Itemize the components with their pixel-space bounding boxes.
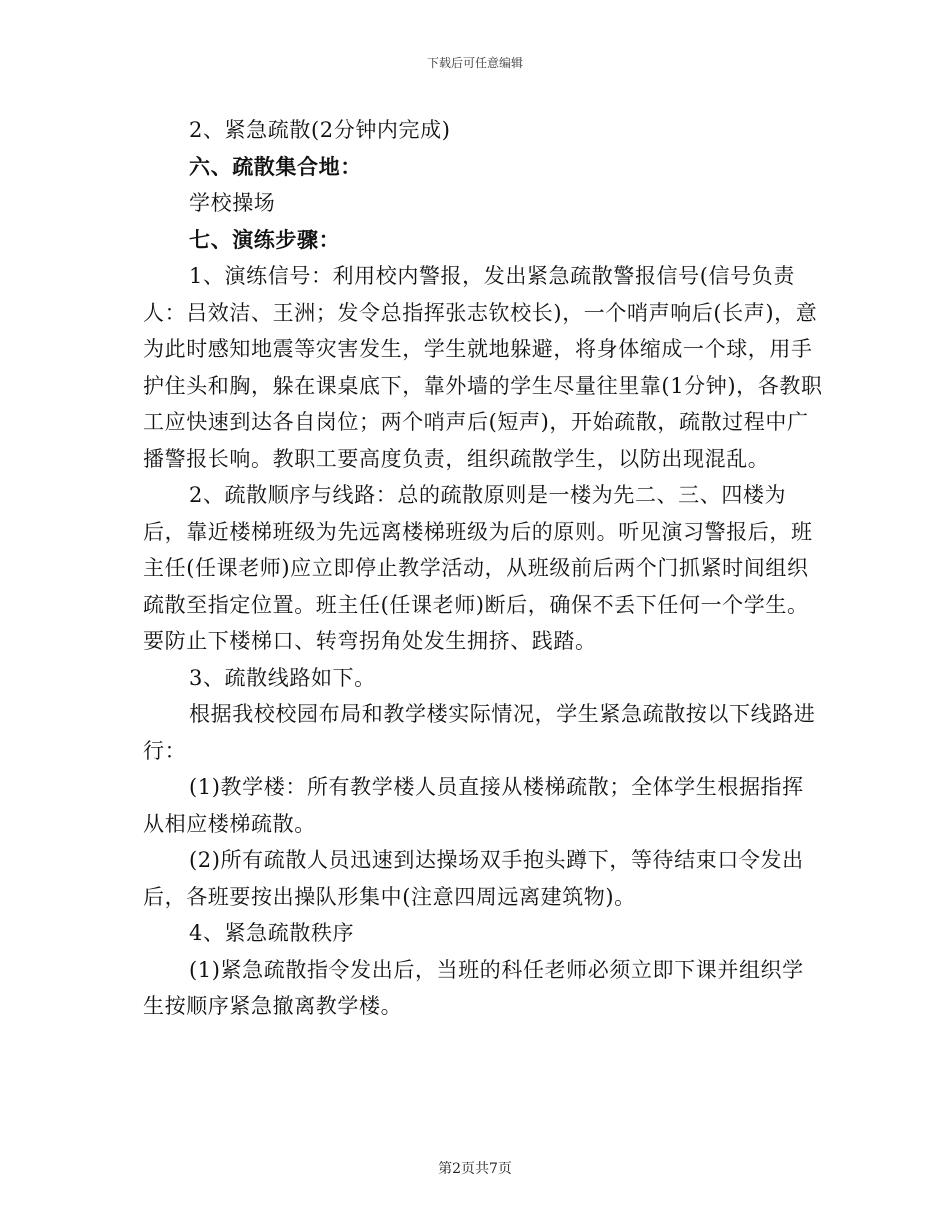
paragraph-discipline-item-1: (1)紧急疏散指令发出后，当班的科任老师必须立即下课并组织学生按顺序紧急撤离教学楼。 — [143, 957, 804, 1018]
page-header: 下载后可任意编辑 — [426, 56, 523, 70]
paragraph-evacuation-time: 2、紧急疏散(2分钟内完成) — [189, 118, 451, 142]
page-footer: 第2页共7页 — [438, 1161, 512, 1177]
paragraph-route-intro: 根据我校校园布局和教学楼实际情况，学生紧急疏散按以下线路进行： — [143, 702, 816, 763]
paragraph-evacuation-order: 2、疏散顺序与线路：总的疏散原则是一楼为先二、三、四楼为后，靠近楼梯班级为先远离楼梯班级为后的原则。听见演习警报后，班主任(任课老师)应立即停止教学活动，从班级前后两个门抓紧时间组织疏散至指定位置。班主任(任课老师)断后，确保不丢下任何一个学生。要防止下楼梯口、转弯拐角处发生拥挤、践踏。 — [143, 483, 813, 653]
paragraph-route-item-2: (2)所有疏散人员迅速到达操场双手抱头蹲下，等待结束口令发出后，各班要按出操队形集中(注意四周远离建筑物)。 — [143, 848, 804, 909]
heading-drill-steps: 七、演练步骤： — [189, 226, 341, 252]
paragraph-assembly-location: 学校操场 — [189, 191, 276, 215]
paragraph-drill-signal: 1、演练信号：利用校内警报，发出紧急疏散警报信号(信号负责人：吕效洁、王洲；发令总指挥张志钦校长)，一个哨声响后(长声)，意为此时感知地震等灾害发生，学生就地躲避，将身体缩成一个球，用手护住头和胸，躲在课桌底下，靠外墙的学生尽量往里靠(1分钟)，各教职工应快速到达各自岗位；两个哨声后(短声)，开始疏散，疏散过程中广播警报长响。教职工要高度负责，组织疏散学生，以防出现混乱。 — [143, 264, 823, 471]
document-body — [143, 112, 823, 1025]
paragraph-route-item-1: (1)教学楼：所有教学楼人员直接从楼梯疏散；全体学生根据指挥从相应楼梯疏散。 — [143, 775, 804, 836]
paragraph-evacuation-discipline: 4、紧急疏散秩序 — [189, 921, 355, 945]
heading-assembly-point: 六、疏散集合地： — [189, 153, 362, 179]
paragraph-evacuation-routes: 3、疏散线路如下。 — [189, 665, 376, 690]
